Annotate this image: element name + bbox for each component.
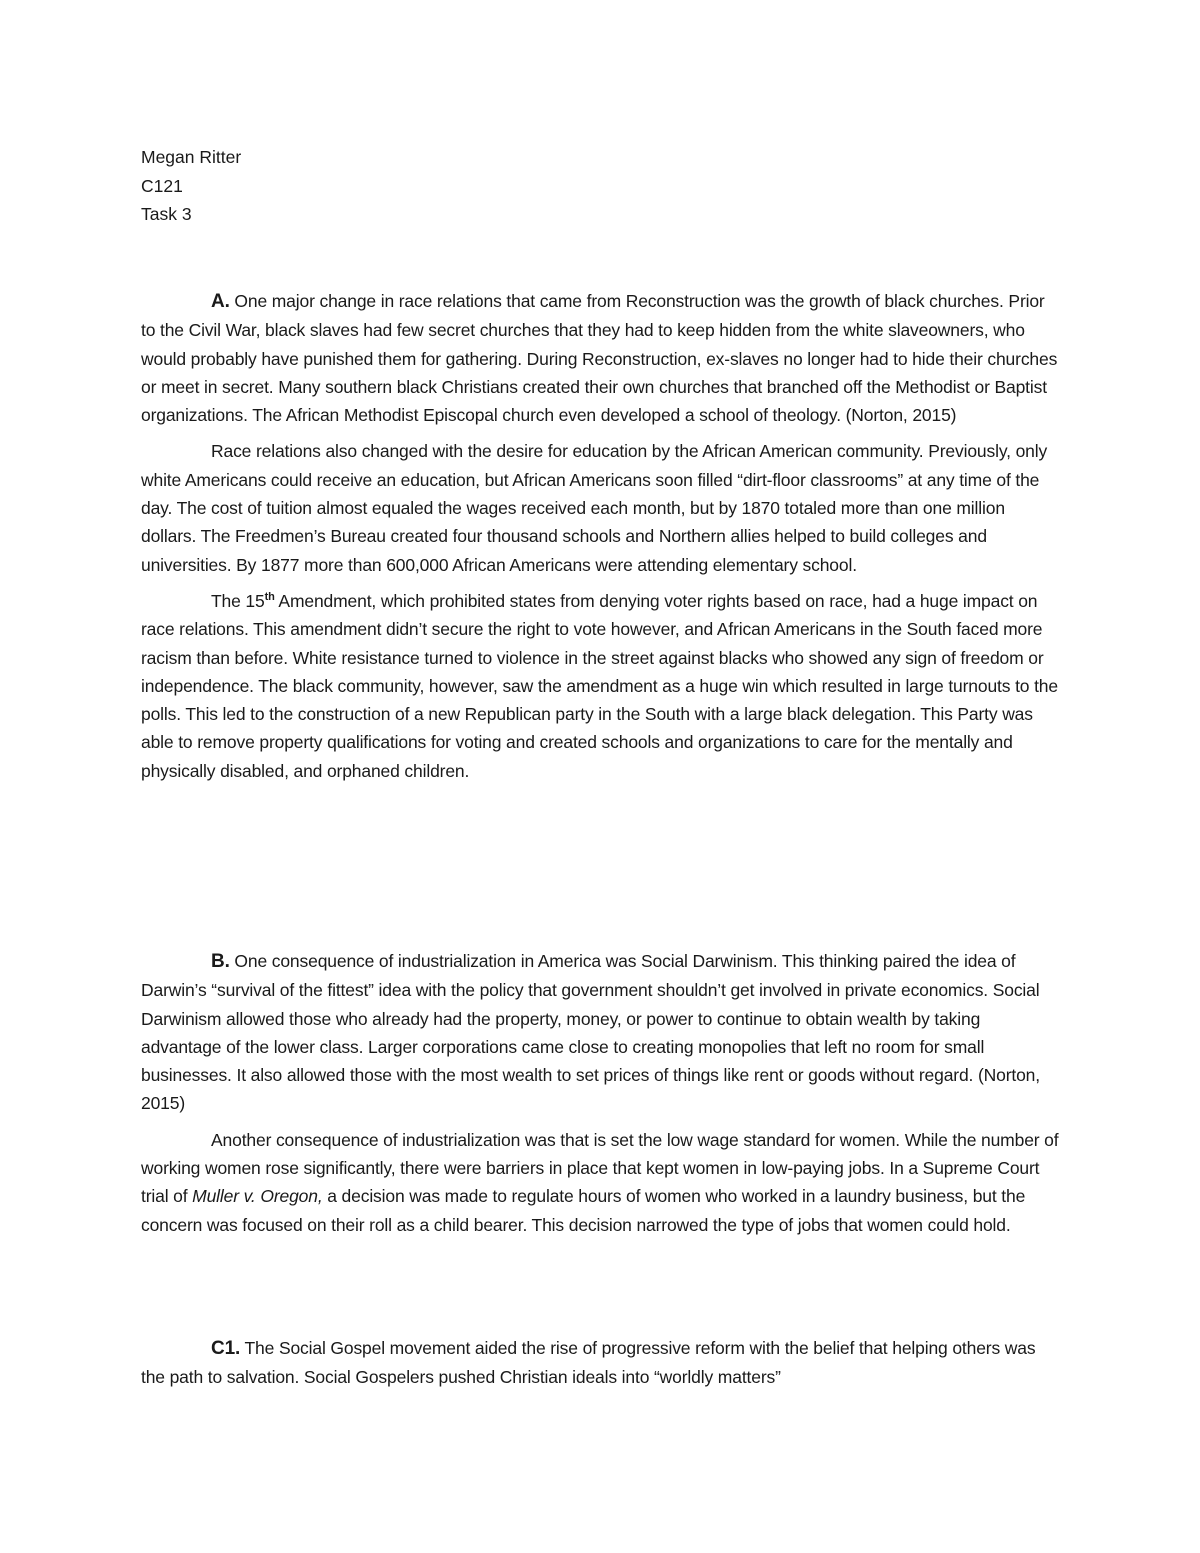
course-code: C121 — [141, 175, 183, 196]
section-a-paragraph-2: Race relations also changed with the desire for education by the African American community. Previously, only white Americans could receive an education, but African Americans soon filled “dirt-floor classrooms” at any time of the day. The cost of tuition almost equaled the wages received each month, but by 1870 totaled more than one million dollars. The Freedmen’s Bureau created four thousand schools and Northern allies helped to build colleges and universities. By 1877 more than 600,000 African Americans were attending elementary school. — [141, 441, 1048, 575]
section-b-paragraph-1 — [141, 947, 1061, 1118]
section-c1 — [141, 1334, 1061, 1392]
section-a-p1-text: One major change in race relations that came from Reconstruction was the growth of black churches. Prior to the Civil War, black slaves had few secret churches that they had to keep hidden from the white slaveowners, who would probably have punished them for gathering. During Reconstruction, ex-slaves no longer had to hide their churches or meet in secret. Many southern black Christians created their own churches that branched off the Methodist or Baptist organizations. The African Methodist Episcopal church even developed a school of theology. (Norton, 2015) — [141, 291, 1058, 426]
section-b-label: B. — [211, 951, 230, 972]
section-a-p3-start: The 15 — [211, 590, 265, 611]
section-b-p2-start: Another consequence of industrialization was that is set the low wage standard for women. While the number of working women rose significantly, there were barriers in place that kept women in low-paying jobs. In a Supreme Court trial of — [141, 1129, 1059, 1207]
section-b — [141, 947, 1061, 1239]
section-a-p3-text: Amendment, which prohibited states from denying voter rights based on race, had a huge impact on race relations. This amendment didn’t secure the right to vote however, and African Americans in the South faced more racism than before. White resistance turned to violence in the street against blacks who showed any sign of freedom or independence. The black community, however, saw the amendment as a huge win which resulted in large turnouts to the polls. This led to the construction of a new Republican party in the South with a large black delegation. This Party was able to remove property qualifications for voting and created schools and organizations to care for the mentally and physically disabled, and orphaned children. — [141, 590, 1058, 781]
author-name: Megan Ritter — [141, 147, 242, 167]
document-header — [141, 143, 241, 229]
section-c1-paragraph-1 — [141, 1334, 1061, 1392]
section-a-label: A. — [211, 291, 230, 312]
section-a — [141, 287, 1061, 785]
ordinal-superscript: th — [264, 590, 275, 603]
section-b-paragraph-2 — [141, 1126, 1061, 1239]
section-b-p1-text: One consequence of industrialization in America was Social Darwinism. This thinking paired the idea of Darwin’s “survival of the fittest” idea with the policy that government shouldn’t get involved in private economics. Social Darwinism allowed those who already had the property, money, or power to continue to obtain wealth by taking advantage of the lower class. Larger corporations came close to creating monopolies that left no room for small businesses. It also allowed those with the most wealth to set prices of things like rent or goods without regard. (Norton, 2015) — [141, 951, 1040, 1114]
section-b-p2-text: a decision was made to regulate hours of women who worked in a laundry business, but the concern was focused on their roll as a child bearer. This decision narrowed the type of jobs that women could hold. — [141, 1186, 1026, 1235]
case-name: Muller v. Oregon, — [192, 1186, 323, 1207]
section-a-paragraph-3 — [141, 587, 1061, 785]
task-title: Task 3 — [141, 204, 192, 224]
section-c1-label: C1. — [211, 1338, 241, 1359]
section-c1-p1-text: The Social Gospel movement aided the rise of progressive reform with the belief that helping others was the path to salvation. Social Gospelers pushed Christian ideals into “worldly matters” — [141, 1338, 1036, 1388]
section-a-paragraph-1 — [141, 287, 1061, 429]
